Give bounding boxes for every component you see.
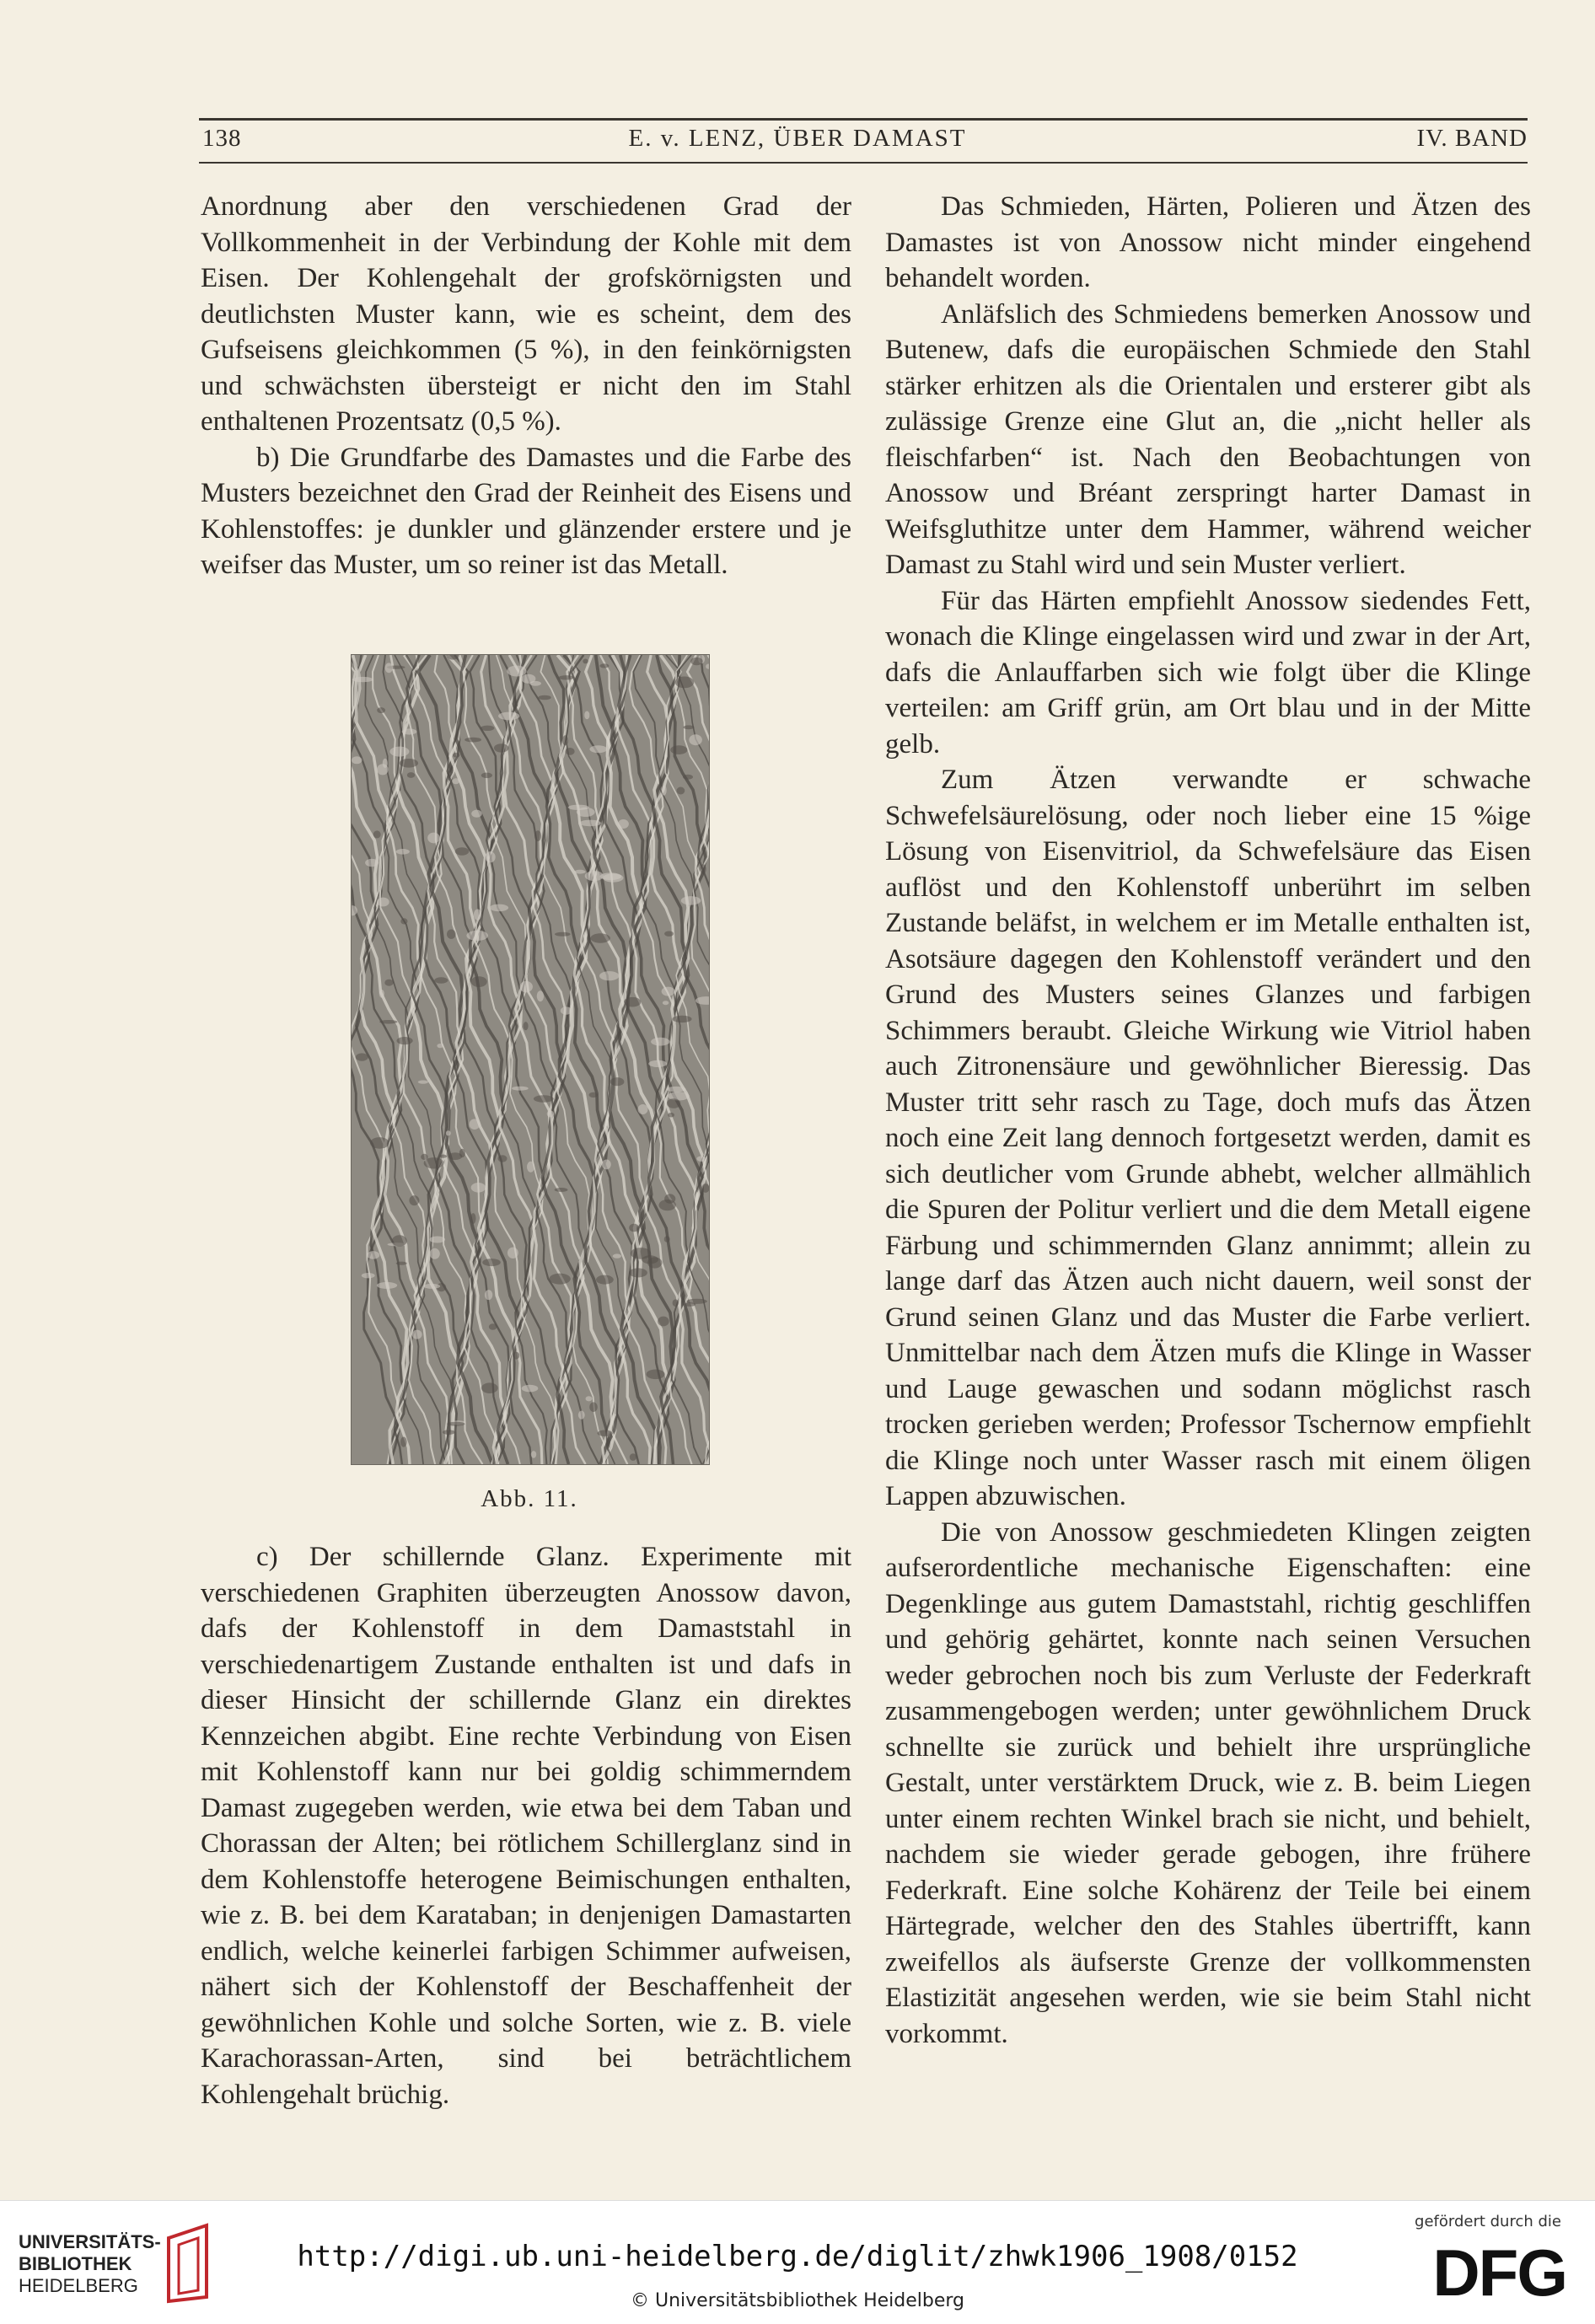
paragraph: Zum Ätzen verwandte er schwache Schwefelsäurelösung, oder noch lieber eine 15 %ige Lösung von Eisenvitriol, da Schwefelsäure das Eisen auflöst und den Kohlenstoff unberührt im selben Zustande beläfst, in welchem er im Metalle enthalten ist, Asotsäure dagegen den Kohlenstoff verändert und den Grund des Musters seines Glanzes und farbigen Schimmers beraubt. Gleiche Wirkung wie Vitriol haben auch Zitronensäure und gewöhnlicher Bieressig. Das Muster tritt sehr rasch zu Tage, doch mufs das Ätzen noch eine Zeit lang dennoch fortgesetzt werden, damit es sich deutlicher vom Grunde abhebt, welcher allmählich die Spuren der Politur verliert und die dem Metall eigene Färbung und schimmernden Glanz annimmt; allein zu lange darf das Ätzen auch nicht dauern, weil sonst der Grund seinen Glanz und das Muster die Farbe verliert. Unmittelbar nach dem Ätzen mufs die Klinge in Wasser und Lauge gewaschen und sodann möglichst rasch trocken gerieben werden; Professor Tschernow empfiehlt die Klinge noch unter Wasser rasch mit einem öligen Lappen abzuwischen. (885, 765, 1531, 1511)
header-rule-lower (199, 162, 1528, 164)
permalink-url[interactable]: http://digi.ub.uni-heidelberg.de/diglit/zhwk1906_1908/0152 (297, 2240, 1298, 2273)
right-column (885, 189, 1531, 2052)
paragraph: Die von Anossow geschmiedeten Klingen zeigten aufserordentliche mechanische Eigenschaften: eine Degenklinge aus gutem Damaststahl, richtig geschliffen und gehörig gehärtet, konnte nach seinen Versuchen weder gebrochen noch bis zum Verluste der Federkraft zusammengebogen werden; unter gewöhnlichem Druck schnellte sie zurück und behielt ihre ursprüngliche Gestalt, unter verstärktem Druck, wie z. B. beim Liegen unter einem rechten Winkel brach sie nicht, und behielt, nachdem sie wieder gerade gebogen, ihre frühere Federkraft. Eine solche Kohärenz der Teile bei einem Härtegrade, welcher den des Stahles übertrifft, kann zweifellos als äufserste Grenze der vollkommensten Elastizität angesehen werden, wie sie beim Stahl nicht vorkommt. (885, 1516, 1531, 2049)
figure-caption: Abb. 11. (481, 1485, 578, 1512)
volume-label: IV. BAND (1416, 125, 1528, 152)
paragraph: Das Schmieden, Härten, Polieren und Ätzen des Damastes ist von Anossow nicht minder eingehend behandelt worden. (885, 191, 1531, 293)
paragraph: Für das Härten empfiehlt Anossow siedendes Fett, wonach die Klinge eingelassen wird und zwar in der Art, dafs die Anlauffarben sich wie folgt über die Klinge verteilen: am Griff grün, am Ort blau und in der Mitte gelb. (885, 585, 1531, 759)
dfg-logo: DFG (1432, 2235, 1566, 2310)
left-column-top (201, 189, 851, 583)
library-logo-text: UNIVERSITÄTS- BIBLIOTHEK HEIDELBERG (19, 2231, 161, 2296)
paragraph: b) Die Grundfarbe des Damastes und die Farbe des Musters bezeichnet den Grad der Reinheit des Eisens und Kohlenstoffes: je dunkler und glänzender erstere und je weifser das Muster, um so reiner ist das Metall. (201, 442, 851, 580)
left-column-bottom (201, 1539, 851, 2112)
running-title: E. v. LENZ, ÜBER DAMAST (628, 125, 967, 152)
header-rule (199, 118, 1528, 121)
damascus-pattern-figure (351, 654, 710, 1465)
funding-note: gefördert durch die (1415, 2213, 1561, 2230)
paragraph: c) Der schillernde Glanz. Experimente mit verschiedenen Graphiten überzeugten Anossow davon, dafs der Kohlenstoff in dem Damaststahl in verschiedenartigem Zustande enthalten ist und dafs in dieser Hinsicht der schillernde Glanz ein direktes Kennzeichen abgibt. Eine rechte Verbindung von Eisen mit Kohlenstoff kann nur bei goldig schimmerndem Damast zugegeben werden, wie etwa bei dem Taban und Chorassan der Alten; bei rötlichem Schillerglanz sind in dem Kohlenstoffe heterogene Beimischungen enthalten, wie z. B. bei dem Karataban; in denjenigen Damastarten endlich, welche keinerlei farbigen Schimmer aufweisen, nähert sich der Kohlenstoff der Beschaffenheit der gewöhnlichen Kohle und solche Sorten, wie z. B. viele Karachorassan-Arten, sind bei beträchtlichem Kohlengehalt brüchig. (201, 1542, 851, 2110)
paragraph: Anordnung aber den verschiedenen Grad der Vollkommenheit in der Verbindung der Kohle mit dem Eisen. Der Kohlengehalt der grofskörnigsten und deutlichsten Muster kann, wie es scheint, dem des Gufseisens gleichkommen (5 %), in den feinkörnigsten und schwächsten übersteigt er nicht den im Stahl enthaltenen Prozentsatz (0,5 %). (201, 191, 851, 437)
digitization-footer (0, 2200, 1595, 2324)
page-number: 138 (202, 125, 242, 152)
damascus-pattern-image (352, 655, 709, 1464)
copyright-notice: © Universitätsbibliothek Heidelberg (630, 2290, 964, 2311)
paragraph: Anläfslich des Schmiedens bemerken Anossow und Butenew, dafs die europäischen Schmiede den Stahl stärker erhitzen als die Orientalen und ersterer gibt als zulässige Grenze eine Glut an, die „nicht heller als fleischfarben“ ist. Nach den Beobachtungen von Anossow und Bréant zerspringt harter Damast in Weifsgluthitze unter dem Hammer, während weicher Damast zu Stahl wird und sein Muster verliert. (885, 298, 1531, 580)
